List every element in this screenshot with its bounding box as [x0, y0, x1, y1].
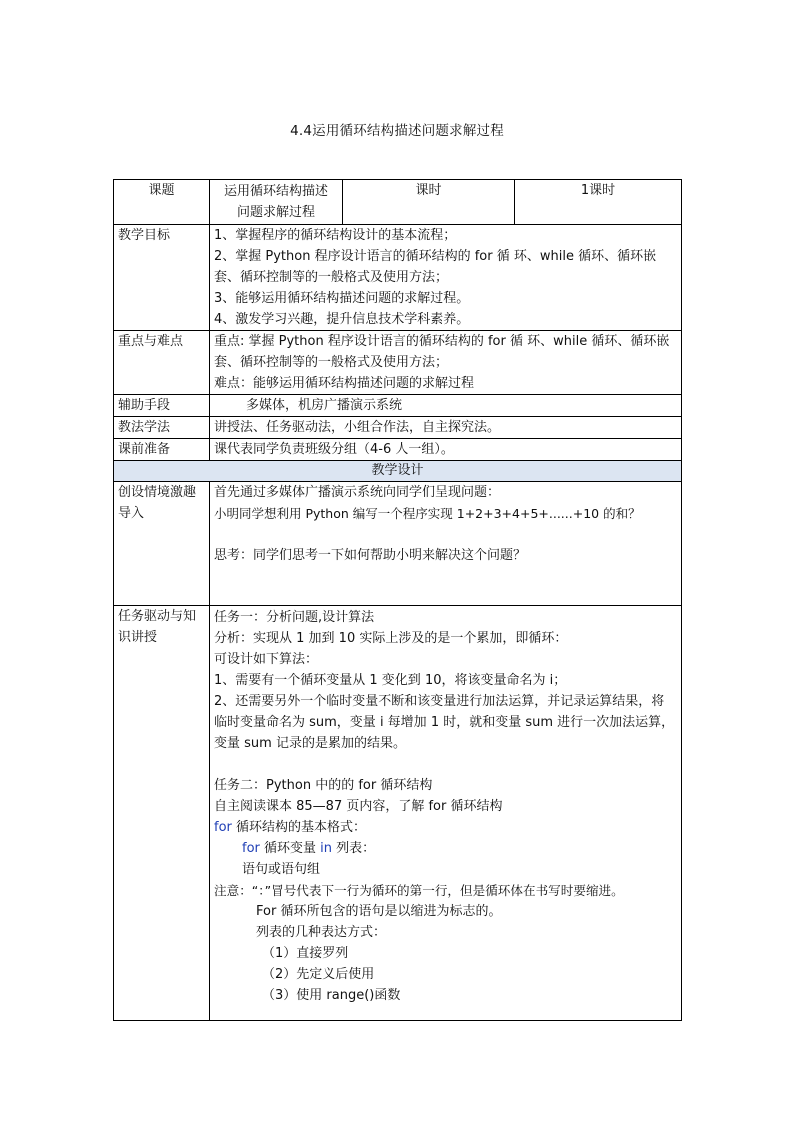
list-way-item: （1）直接罗列	[262, 946, 349, 961]
objective-item: 4、激发学习兴趣，提升信息技术学科素养。	[214, 312, 470, 327]
list-ways-title: 列表的几种表达方式：	[256, 925, 387, 940]
task1-line: 2、还需要另外一个临时变量不断和该变量进行加法运算，并记录运算结果，将临时变量命名为 sum，变量 i 每增加 1 时，就和变量 sum 进行一次加法运算，变量 sum 记录的是累加的结果。	[214, 694, 675, 751]
task1-line: 任务一：分析问题,设计算法	[214, 610, 375, 625]
intro-line: 思考：同学们思考一下如何帮助小明来解决这个问题？	[214, 548, 527, 563]
intro-line: 首先通过多媒体广播演示系统向同学们呈现问题：	[214, 485, 501, 500]
task1-line: 可设计如下算法：	[214, 652, 319, 667]
aids-label: 辅助手段	[114, 395, 210, 417]
course-label: 课题	[114, 180, 210, 225]
page-title: 4.4运用循环结构描述问题求解过程	[290, 123, 504, 139]
prep-label: 课前准备	[114, 439, 210, 461]
note-line: 注意：“：”冒号代表下一行为循环的第一行，但是循环体在书写时要缩进。	[214, 883, 624, 898]
methods-value: 讲授法、任务驱动法，小组合作法，自主探究法。	[210, 417, 682, 439]
hours-value: 1课时	[515, 180, 682, 225]
intro-row	[114, 482, 682, 606]
tasks-row	[114, 606, 682, 1021]
tasks-label: 任务驱动与知识讲授	[114, 606, 210, 1021]
prep-row	[114, 439, 682, 461]
list-way-item: （2）先定义后使用	[262, 967, 375, 982]
task2-read: 自主阅读课本 85—87 页内容，了解 for 循环结构	[214, 799, 503, 814]
key-points-row	[114, 331, 682, 395]
objectives-row	[114, 225, 682, 331]
key-points-label: 重点与难点	[114, 331, 210, 395]
for-syntax: for 循环变量 in 列表：	[242, 841, 376, 856]
aids-row	[114, 395, 682, 417]
intro-line: 小明同学想利用 Python 编写一个程序实现 1+2+3+4+5+......+10 的和？	[214, 506, 641, 521]
task1-line: 1、需要有一个循环变量从 1 变化到 10，将该变量命名为 i；	[214, 673, 567, 688]
hours-label: 课时	[343, 180, 515, 225]
key-point-item: 重点: 掌握 Python 程序设计语言的循环结构的 for 循 环、while 循环、循环嵌套、循环控制等的一般格式及使用方法；	[214, 334, 670, 370]
aids-value: 多媒体，机房广播演示系统	[210, 395, 682, 417]
design-band-row	[114, 461, 682, 482]
course-value: 运用循环结构描述问题求解过程	[210, 180, 343, 225]
prep-value: 课代表同学负责班级分组（4-6 人一组）。	[210, 439, 682, 461]
tasks-content	[210, 606, 682, 1021]
objectives-label: 教学目标	[114, 225, 210, 331]
for-basic-format: for 循环结构的基本格式：	[214, 820, 367, 835]
design-band: 教学设计	[114, 461, 682, 482]
task2-title: 任务二：Python 中的的 for 循环结构	[214, 778, 433, 793]
key-points-content	[210, 331, 682, 395]
objectives-content	[210, 225, 682, 331]
for-body: 语句或语句组	[242, 862, 321, 877]
objective-item: 1、掌握程序的循环结构设计的基本流程；	[214, 228, 457, 243]
intro-label: 创设情境激趣导入	[114, 482, 210, 606]
list-way-item: （3）使用 range()函数	[262, 988, 401, 1003]
objective-item: 3、能够运用循环结构描述问题的求解过程。	[214, 291, 470, 306]
note-line: For 循环所包含的语句是以缩进为标志的。	[256, 904, 502, 919]
objective-item: 2、掌握 Python 程序设计语言的循环结构的 for 循 环、while 循环、循环嵌套、循环控制等的一般格式及使用方法；	[214, 249, 657, 285]
for-keyword: for	[214, 820, 232, 835]
task1-line: 分析：实现从 1 加到 10 实际上涉及的是一个累加，即循环：	[214, 631, 568, 646]
lesson-plan-table	[113, 179, 682, 1021]
header-row	[114, 180, 682, 225]
methods-label: 教法学法	[114, 417, 210, 439]
for-keyword: for	[242, 841, 260, 856]
in-keyword: in	[320, 841, 333, 856]
methods-row	[114, 417, 682, 439]
intro-content	[210, 482, 682, 606]
key-point-item: 难点：能够运用循环结构描述问题的求解过程	[214, 376, 475, 391]
